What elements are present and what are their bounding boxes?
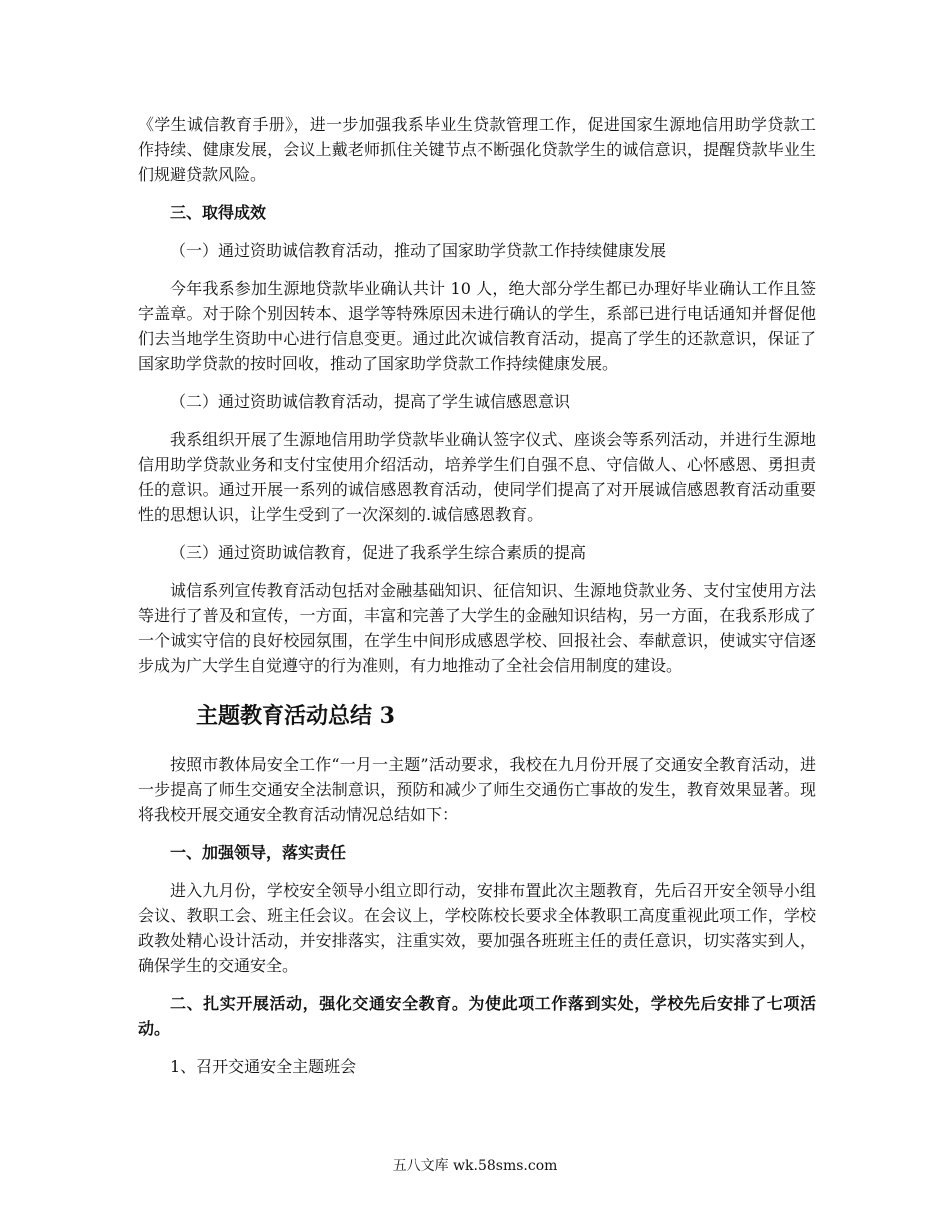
paragraph-5: 进入九月份，学校安全领导小组立即行动，安排布置此次主题教育，先后召开安全领导小组会议、教职工会、班主任会议。在会议上，学校陈校长要求全体教职工高度重视此项工作，学校政教处精心设计活动，并安排落实，注重实效，要加强各班班主任的责任意识，切实落实到人，确保学生的交通安全。 (138, 881, 816, 975)
paragraph-1: 今年我系参加生源地贷款毕业确认共计 10 人，绝大部分学生都已办理好毕业确认工作且签字盖章。对于除个别因转本、退学等特殊原因未进行确认的学生，系部已进行电话通知并督促他们去当地学生资助中心进行信息变更。通过此次诚信教育活动，提高了学生的还款意识，保证了国家助学贷款的按时回收，推动了国家助学贷款工作持续健康发展。 (138, 279, 816, 373)
heading-leadership: 一、加强领导，落实责任 (170, 843, 347, 862)
heading-results: 三、取得成效 (170, 203, 267, 222)
section-title: 主题教育活动总结 3 (196, 703, 395, 729)
paragraph-3: 诚信系列宣传教育活动包括对金融基础知识、征信知识、生源地贷款业务、支付宝使用方法等进行了普及和宣传，一方面，丰富和完善了大学生的金融知识结构，另一方面，在我系形成了一个诚实守信的良好校园氛围，在学生中间形成感恩学校、回报社会、奉献意识，使诚实守信逐步成为广大学生自觉遵守的行为准则，有力地推动了全社会信用制度的建设。 (138, 581, 816, 675)
paragraph-4: 按照市教体局安全工作“一月一主题”活动要求，我校在九月份开展了交通安全教育活动，进一步提高了师生交通安全法制意识，预防和减少了师生交通伤亡事故的发生，教育效果显著。现将我校开展交通安全教育活动情况总结如下： (138, 755, 816, 824)
paragraph-2: 我系组织开展了生源地信用助学贷款毕业确认签字仪式、座谈会等系列活动，并进行生源地信用助学贷款业务和支付宝使用介绍活动，培养学生们自强不息、守信做人、心怀感恩、勇担责任的意识。通过开展一系列的诚信感恩教育活动，使同学们提高了对开展诚信感恩教育活动重要性的思想认识，让学生受到了一次深刻的.诚信感恩教育。 (138, 430, 816, 524)
subheading-3: （三）通过资助诚信教育，促进了我系学生综合素质的提高 (170, 543, 587, 562)
subheading-1: （一）通过资助诚信教育活动，推动了国家助学贷款工作持续健康发展 (170, 241, 667, 260)
document-page (138, 112, 816, 1079)
heading-activities: 二、扎实开展活动，强化交通安全教育。为使此项工作落到实处，学校先后安排了七项活动。 (138, 994, 816, 1038)
list-item-1: 1、召开交通安全主题班会 (170, 1057, 357, 1076)
subheading-2: （二）通过资助诚信教育活动，提高了学生诚信感恩意识 (170, 392, 571, 411)
paragraph-intro: 《学生诚信教育手册》，进一步加强我系毕业生贷款管理工作，促进国家生源地信用助学贷款工作持续、健康发展，会议上戴老师抓住关键节点不断强化贷款学生的诚信意识，提醒贷款毕业生们规避贷款风险。 (138, 115, 816, 184)
footer-watermark: 五八文库 wk.58sms.com (392, 1158, 558, 1174)
